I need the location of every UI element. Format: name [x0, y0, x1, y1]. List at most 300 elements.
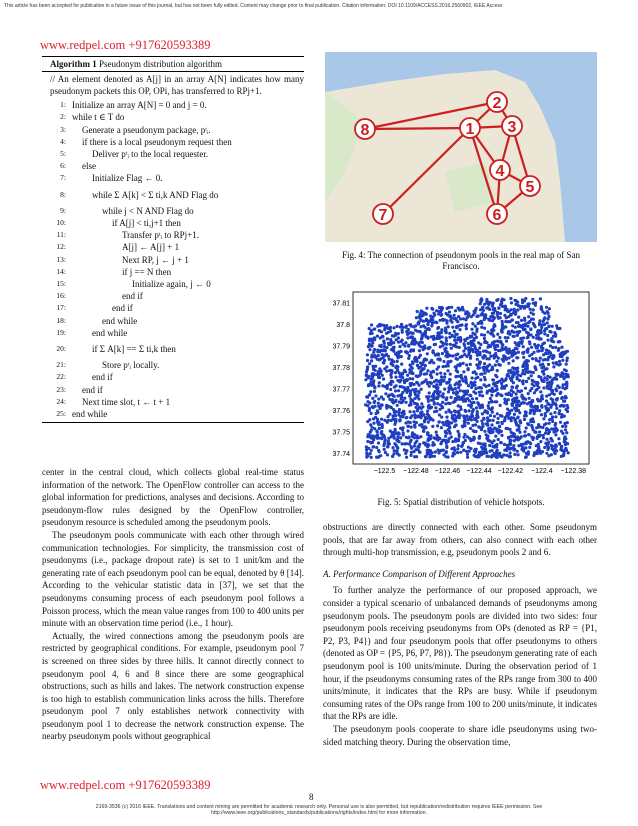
- hotspot-point: [432, 349, 435, 352]
- hotspot-point: [424, 416, 427, 419]
- hotspot-point: [480, 333, 483, 336]
- hotspot-point: [440, 395, 443, 398]
- hotspot-point: [421, 334, 424, 337]
- pool-node: [355, 119, 375, 139]
- hotspot-point: [372, 384, 375, 387]
- hotspot-point: [415, 440, 418, 443]
- hotspot-point: [533, 412, 536, 415]
- hotspot-point: [385, 346, 388, 349]
- hotspot-point: [514, 347, 517, 350]
- hotspot-point: [467, 368, 470, 371]
- hotspot-point: [451, 454, 454, 457]
- hotspot-point: [366, 366, 369, 369]
- hotspot-point: [479, 343, 482, 346]
- hotspot-point: [484, 371, 487, 374]
- hotspot-point: [427, 381, 430, 384]
- hotspot-point: [432, 436, 435, 439]
- hotspot-point: [382, 348, 385, 351]
- hotspot-point: [418, 344, 421, 347]
- hotspot-point: [370, 344, 373, 347]
- hotspot-point: [440, 308, 443, 311]
- hotspot-point: [554, 433, 557, 436]
- hotspot-point: [365, 373, 368, 376]
- hotspot-point: [394, 376, 397, 379]
- hotspot-point: [462, 350, 465, 353]
- hotspot-point: [535, 444, 538, 447]
- hotspot-point: [450, 396, 453, 399]
- hotspot-point: [483, 337, 486, 340]
- algorithm-line: [42, 302, 304, 314]
- hotspot-point: [377, 441, 380, 444]
- hotspot-point: [529, 308, 532, 311]
- svg-text:2: 2: [492, 95, 502, 112]
- hotspot-point: [550, 337, 553, 340]
- hotspot-point: [566, 357, 569, 360]
- right-paragraph: obstructions are directly connected with each other. Some pseudonym pools, that are far away from others, can also connect with each other through multi-hop transmission, e.g, pseudonym pools 2 and 6.: [323, 522, 597, 558]
- hotspot-point: [479, 378, 482, 381]
- hotspot-point: [496, 313, 499, 316]
- hotspot-point: [439, 382, 442, 385]
- hotspot-point: [548, 393, 551, 396]
- hotspot-point: [500, 434, 503, 437]
- hotspot-point: [513, 453, 516, 456]
- hotspot-point: [412, 450, 415, 453]
- hotspot-point: [537, 399, 540, 402]
- hotspot-point: [403, 386, 406, 389]
- hotspot-point: [484, 409, 487, 412]
- hotspot-point: [468, 409, 471, 412]
- hotspot-point: [448, 410, 451, 413]
- hotspot-point: [564, 447, 567, 450]
- hotspot-point: [452, 452, 455, 455]
- hotspot-point: [416, 408, 419, 411]
- hotspot-point: [419, 354, 422, 357]
- hotspot-point: [548, 307, 551, 310]
- hotspot-point: [548, 418, 551, 421]
- hotspot-point: [552, 402, 555, 405]
- hotspot-point: [564, 441, 567, 444]
- hotspot-point: [481, 394, 484, 397]
- hotspot-point: [391, 398, 394, 401]
- hotspot-point: [464, 347, 467, 350]
- hotspot-point: [457, 315, 460, 318]
- hotspot-point: [367, 433, 370, 436]
- line-text: Initialize Flag ← 0.: [92, 173, 163, 184]
- hotspot-point: [547, 402, 550, 405]
- hotspot-point: [548, 355, 551, 358]
- hotspot-point: [382, 340, 385, 343]
- hotspot-point: [513, 401, 516, 404]
- hotspot-point: [370, 429, 373, 432]
- hotspot-point: [530, 333, 533, 336]
- hotspot-point: [434, 343, 437, 346]
- hotspot-point: [491, 431, 494, 434]
- hotspot-point: [370, 323, 373, 326]
- line-text: Next RP, j ← j + 1: [122, 254, 189, 265]
- hotspot-point: [496, 298, 499, 301]
- line-number: 8:: [60, 189, 66, 199]
- hotspot-point: [503, 449, 506, 452]
- hotspot-point: [399, 325, 402, 328]
- line-text: end while: [72, 409, 108, 420]
- hotspot-point: [540, 398, 543, 401]
- hotspot-point: [529, 370, 532, 373]
- hotspot-point: [365, 448, 368, 451]
- hotspot-point: [447, 353, 450, 356]
- hotspot-point: [386, 337, 389, 340]
- hotspot-point: [512, 370, 515, 373]
- hotspot-point: [455, 357, 458, 360]
- hotspot-point: [545, 407, 548, 410]
- hotspot-point: [440, 416, 443, 419]
- fig5-caption: Fig. 5: Spatial distribution of vehicle hotspots.: [377, 497, 545, 507]
- hotspot-point: [486, 391, 489, 394]
- hotspot-point: [504, 355, 507, 358]
- hotspot-point: [495, 375, 498, 378]
- hotspot-point: [510, 389, 513, 392]
- algorithm-line: [42, 371, 304, 383]
- line-number: 9:: [60, 205, 66, 215]
- hotspot-point: [445, 442, 448, 445]
- hotspot-point: [398, 355, 401, 358]
- hotspot-point: [399, 379, 402, 382]
- hotspot-point: [556, 384, 559, 387]
- hotspot-point: [384, 438, 387, 441]
- hotspot-point: [513, 299, 516, 302]
- hotspot-point: [543, 380, 546, 383]
- hotspot-point: [416, 330, 419, 333]
- hotspot-point: [459, 451, 462, 454]
- hotspot-point: [502, 298, 505, 301]
- hotspot-point: [397, 336, 400, 339]
- hotspot-point: [444, 402, 447, 405]
- hotspot-point: [386, 442, 389, 445]
- hotspot-point: [460, 355, 463, 358]
- hotspot-point: [544, 432, 547, 435]
- hotspot-point: [450, 306, 453, 309]
- hotspot-point: [534, 406, 537, 409]
- hotspot-point: [434, 354, 437, 357]
- hotspot-point: [473, 430, 476, 433]
- hotspot-point: [475, 406, 478, 409]
- hotspot-point: [532, 318, 535, 321]
- line-text: while Σ A[k] < Σ ti,k AND Flag do: [92, 189, 219, 200]
- hotspot-point: [516, 403, 519, 406]
- fig4-caption: Fig. 4: The connection of pseudonym pools in the real map of San Francisco.: [341, 250, 581, 271]
- hotspot-point: [425, 318, 428, 321]
- hotspot-point: [523, 430, 526, 433]
- hotspot-point: [486, 419, 489, 422]
- hotspot-point: [442, 365, 445, 368]
- hotspot-point: [370, 456, 373, 459]
- hotspot-point: [380, 403, 383, 406]
- hotspot-point: [426, 439, 429, 442]
- hotspot-point: [492, 439, 495, 442]
- scatter-chart: [325, 288, 597, 488]
- hotspot-point: [389, 343, 392, 346]
- algorithm-line: [42, 408, 304, 420]
- hotspot-point: [389, 388, 392, 391]
- hotspot-point: [517, 351, 520, 354]
- hotspot-point: [542, 373, 545, 376]
- hotspot-point: [372, 422, 375, 425]
- hotspot-point: [503, 418, 506, 421]
- watermark-top: www.redpel.com +917620593389: [40, 38, 211, 52]
- hotspot-point: [412, 410, 415, 413]
- hotspot-point: [398, 345, 401, 348]
- hotspot-point: [550, 330, 553, 333]
- hotspot-point: [521, 401, 524, 404]
- hotspot-point: [447, 325, 450, 328]
- hotspot-point: [377, 384, 380, 387]
- hotspot-point: [375, 446, 378, 449]
- hotspot-point: [472, 350, 475, 353]
- hotspot-point: [469, 363, 472, 366]
- hotspot-point: [486, 365, 489, 368]
- hotspot-point: [552, 365, 555, 368]
- hotspot-point: [448, 315, 451, 318]
- hotspot-point: [441, 401, 444, 404]
- y-tick-label: 37.76: [332, 407, 350, 415]
- hotspot-point: [429, 320, 432, 323]
- hotspot-point: [377, 421, 380, 424]
- hotspot-point: [546, 321, 549, 324]
- hotspot-point: [404, 341, 407, 344]
- hotspot-point: [517, 373, 520, 376]
- hotspot-point: [553, 411, 556, 414]
- line-number: 5:: [60, 149, 66, 159]
- hotspot-point: [422, 320, 425, 323]
- algorithm-line: [42, 290, 304, 302]
- hotspot-point: [393, 449, 396, 452]
- pool-node: [373, 204, 393, 224]
- hotspot-point: [469, 427, 472, 430]
- hotspot-point: [433, 443, 436, 446]
- hotspot-point: [456, 447, 459, 450]
- hotspot-point: [405, 324, 408, 327]
- hotspot-point: [545, 395, 548, 398]
- hotspot-point: [418, 424, 421, 427]
- algorithm-line: [42, 111, 304, 123]
- hotspot-point: [445, 432, 448, 435]
- hotspot-point: [413, 343, 416, 346]
- hotspot-point: [555, 404, 558, 407]
- hotspot-point: [500, 430, 503, 433]
- hotspot-point: [421, 363, 424, 366]
- hotspot-point: [380, 437, 383, 440]
- hotspot-point: [445, 339, 448, 342]
- line-number: 16:: [56, 291, 66, 301]
- algorithm-line: [42, 278, 304, 290]
- hotspot-point: [366, 400, 369, 403]
- hotspot-point: [440, 449, 443, 452]
- x-tick-label: −122.44: [466, 468, 492, 475]
- hotspot-point: [415, 316, 418, 319]
- hotspot-point: [454, 309, 457, 312]
- hotspot-point: [492, 308, 495, 311]
- hotspot-point: [469, 335, 472, 338]
- svg-text:4: 4: [495, 163, 505, 180]
- hotspot-point: [374, 394, 377, 397]
- hotspot-point: [410, 372, 413, 375]
- hotspot-point: [481, 306, 484, 309]
- hotspot-point: [422, 324, 425, 327]
- hotspot-point: [488, 444, 491, 447]
- algorithm-line: [42, 384, 304, 396]
- hotspot-point: [401, 401, 404, 404]
- hotspot-point: [410, 342, 413, 345]
- svg-text:1: 1: [465, 121, 475, 138]
- hotspot-point: [491, 411, 494, 414]
- hotspot-point: [478, 394, 481, 397]
- hotspot-point: [514, 352, 517, 355]
- algorithm-line: [42, 359, 304, 371]
- line-text: while j < N AND Flag do: [102, 205, 194, 216]
- hotspot-point: [401, 329, 404, 332]
- hotspot-point: [415, 381, 418, 384]
- hotspot-point: [442, 360, 445, 363]
- hotspot-point: [528, 302, 531, 305]
- hotspot-point: [565, 369, 568, 372]
- hotspot-point: [456, 451, 459, 454]
- hotspot-point: [554, 443, 557, 446]
- hotspot-point: [561, 432, 564, 435]
- hotspot-point: [366, 359, 369, 362]
- hotspot-point: [417, 390, 420, 393]
- hotspot-point: [519, 419, 522, 422]
- hotspot-point: [457, 444, 460, 447]
- hotspot-point: [463, 433, 466, 436]
- hotspot-point: [505, 340, 508, 343]
- hotspot-point: [477, 425, 480, 428]
- hotspot-point: [557, 340, 560, 343]
- hotspot-point: [406, 429, 409, 432]
- hotspot-point: [513, 413, 516, 416]
- hotspot-point: [548, 325, 551, 328]
- hotspot-point: [533, 391, 536, 394]
- hotspot-point: [565, 431, 568, 434]
- hotspot-point: [406, 386, 409, 389]
- hotspot-point: [468, 437, 471, 440]
- hotspot-point: [382, 444, 385, 447]
- hotspot-point: [510, 409, 513, 412]
- hotspot-point: [557, 327, 560, 330]
- hotspot-point: [453, 330, 456, 333]
- algorithm-intro: // An element denoted as A[j] in an array A[N] indicates how many pseudonym packets this OP, OPi, has transferred to RPj+1.: [50, 74, 304, 96]
- hotspot-point: [488, 344, 491, 347]
- left-paragraph: The pseudonym pools communicate with each other through wired communication technologies. For simplicity, the transmission cost of pseudonyms (i.e., package dropout rate) is set to 1 unit/km and the generating rate of each pseudonym pool can be equal, denoted by θ [14]. According to the vehicular statistic data in [37], we set that the pseudonyms consuming process of each pseudonym pool follows a Poisson process, which the mean value ranges from 100 to 400 units per minute with an observation time period (i.e., 1 hour).: [42, 529, 304, 629]
- hotspot-point: [364, 378, 367, 381]
- pool-node: [460, 118, 480, 138]
- hotspot-point: [563, 396, 566, 399]
- hotspot-point: [435, 397, 438, 400]
- hotspot-point: [408, 354, 411, 357]
- hotspot-point: [384, 451, 387, 454]
- hotspot-point: [549, 406, 552, 409]
- line-number: 12:: [56, 242, 66, 252]
- line-text: Next time slot, t ← t + 1: [82, 396, 171, 407]
- hotspot-point: [516, 416, 519, 419]
- hotspot-point: [448, 332, 451, 335]
- line-text: end while: [92, 327, 128, 338]
- hotspot-point: [418, 384, 421, 387]
- hotspot-point: [516, 429, 519, 432]
- hotspot-point: [525, 455, 528, 458]
- hotspot-point: [486, 416, 489, 419]
- hotspot-point: [529, 405, 532, 408]
- hotspot-point: [445, 416, 448, 419]
- hotspot-point: [449, 384, 452, 387]
- hotspot-point: [377, 402, 380, 405]
- hotspot-point: [420, 388, 423, 391]
- svg-text:7: 7: [378, 207, 388, 224]
- hotspot-point: [453, 339, 456, 342]
- hotspot-point: [496, 453, 499, 456]
- hotspot-point: [545, 452, 548, 455]
- hotspot-point: [507, 350, 510, 353]
- hotspot-point: [489, 414, 492, 417]
- hotspot-point: [456, 391, 459, 394]
- hotspot-point: [420, 402, 423, 405]
- hotspot-point: [399, 385, 402, 388]
- hotspot-point: [467, 422, 470, 425]
- hotspot-point: [396, 452, 399, 455]
- hotspot-point: [397, 440, 400, 443]
- hotspot-point: [392, 417, 395, 420]
- hotspot-point: [393, 414, 396, 417]
- hotspot-point: [401, 376, 404, 379]
- hotspot-point: [415, 402, 418, 405]
- hotspot-point: [491, 305, 494, 308]
- hotspot-point: [406, 374, 409, 377]
- hotspot-point: [497, 349, 500, 352]
- hotspot-point: [540, 331, 543, 334]
- hotspot-point: [538, 349, 541, 352]
- hotspot-point: [543, 368, 546, 371]
- hotspot-point: [370, 356, 373, 359]
- hotspot-point: [448, 378, 451, 381]
- hotspot-point: [562, 383, 565, 386]
- hotspot-point: [526, 364, 529, 367]
- hotspot-point: [407, 345, 410, 348]
- hotspot-point: [472, 436, 475, 439]
- hotspot-point: [370, 412, 373, 415]
- hotspot-point: [471, 322, 474, 325]
- hotspot-point: [496, 456, 499, 459]
- algorithm-line: [42, 254, 304, 266]
- hotspot-point: [551, 346, 554, 349]
- hotspot-point: [477, 454, 480, 457]
- hotspot-point: [492, 341, 495, 344]
- hotspot-point: [561, 449, 564, 452]
- hotspot-point: [497, 421, 500, 424]
- algorithm-line: [42, 229, 304, 241]
- hotspot-point: [534, 301, 537, 304]
- hotspot-point: [476, 410, 479, 413]
- hotspot-point: [465, 327, 468, 330]
- hotspot-point: [534, 368, 537, 371]
- hotspot-point: [529, 327, 532, 330]
- hotspot-point: [453, 449, 456, 452]
- hotspot-point: [495, 360, 498, 363]
- hotspot-point: [477, 315, 480, 318]
- hotspot-point: [430, 406, 433, 409]
- hotspot-point: [496, 381, 499, 384]
- hotspot-point: [441, 352, 444, 355]
- hotspot-point: [503, 385, 506, 388]
- hotspot-point: [563, 415, 566, 418]
- line-text: end if: [92, 372, 113, 383]
